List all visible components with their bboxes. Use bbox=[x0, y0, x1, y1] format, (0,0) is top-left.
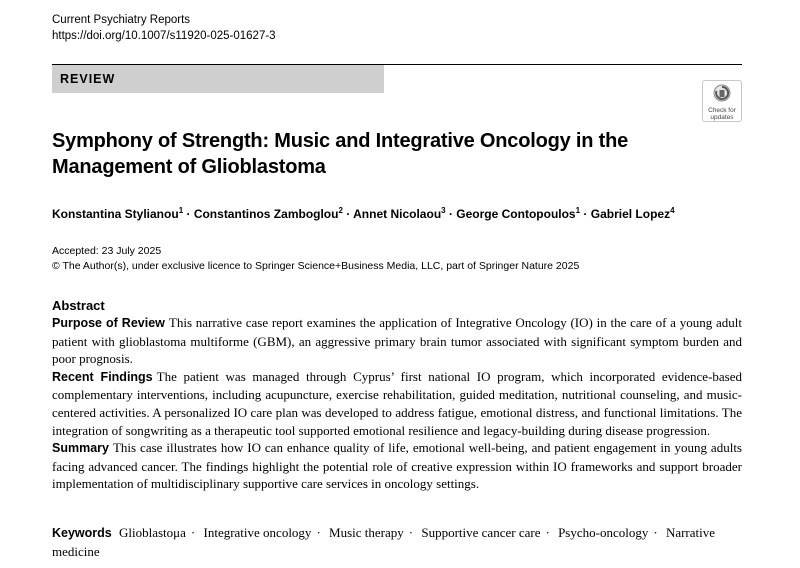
doi-link[interactable]: https://doi.org/10.1007/s11920-025-01627-3 bbox=[52, 30, 276, 42]
keyword: Music therapy bbox=[329, 525, 404, 540]
author-name[interactable]: Annet Nicolaou bbox=[353, 207, 442, 221]
author-separator: · bbox=[342, 207, 354, 221]
summary-text: This case illustrates how IO can enhance quality of life, emotional well-being, and patient engagement in young adults facing advanced cancer. The findings highlight the potential role of creative expression within IO frameworks and support broader implementation of multidisciplinary supportive care services in oncology settings. bbox=[52, 440, 742, 492]
abstract-heading: Abstract bbox=[52, 298, 105, 313]
keyword: Narrative medicine bbox=[52, 525, 716, 559]
purpose-label: Purpose of Review bbox=[52, 316, 165, 330]
abstract-summary bbox=[52, 439, 742, 493]
author-affiliation: 3 bbox=[441, 206, 446, 215]
author-affiliation: 1 bbox=[178, 206, 184, 215]
abstract-section bbox=[52, 297, 742, 493]
findings-text: The patient was managed through Cyprus’ first national IO program, which incorporated evidence-based complementary interventions, including acupuncture, exercise rehabilitation, guided meditation, nutritional counseling, and music-centered activities. A personalized IO care plan was developed to address fatigue, emotional distress, and functional limitations. The integration of songwriting as a therapeutic tool supported emotional resilience and legacy-building during disease progression. bbox=[52, 368, 742, 438]
keyword: Supportive cancer care bbox=[421, 525, 541, 540]
author-name[interactable]: Gabriel Lopez bbox=[590, 207, 671, 221]
author-list bbox=[52, 203, 675, 222]
keyword-separator: · bbox=[653, 525, 658, 540]
author-name[interactable]: Konstantina Stylianou bbox=[52, 207, 179, 221]
author-affiliation: 1 bbox=[575, 206, 581, 215]
copyright-notice: © The Author(s), under exclusive licence to Springer Science+Business Media, LLC, part of Springer Nature 2025 bbox=[52, 260, 580, 272]
section-label: REVIEW bbox=[52, 65, 384, 93]
findings-label: Recent Findings bbox=[52, 369, 153, 384]
check-updates-icon bbox=[713, 84, 731, 102]
keyword-separator: · bbox=[190, 525, 196, 540]
abstract-purpose bbox=[52, 314, 742, 368]
check-for-updates-button[interactable] bbox=[702, 80, 742, 122]
author-separator: · bbox=[183, 207, 194, 221]
keyword: Integrative oncology bbox=[203, 525, 312, 540]
purpose-text: This narrative case report examines the application of Integrative Oncology (IO) in the care of a young adult patient with glioblastoma multiforme (GBM), an aggressive primary brain tumor associated with significant symptom burden and poor prognosis. bbox=[52, 315, 742, 367]
summary-label: Summary bbox=[52, 441, 109, 456]
keywords-label: Keywords bbox=[52, 526, 112, 540]
keyword-separator: · bbox=[545, 525, 550, 540]
author-separator: · bbox=[580, 207, 591, 221]
abstract-findings bbox=[52, 368, 742, 439]
keyword: Glioblastoμa bbox=[119, 525, 186, 540]
author-name[interactable]: George Contopoulos bbox=[456, 207, 576, 221]
journal-header bbox=[52, 12, 276, 44]
author-separator: · bbox=[445, 207, 457, 221]
accepted-date: Accepted: 23 July 2025 bbox=[52, 245, 162, 257]
author-affiliation: 2 bbox=[338, 206, 343, 215]
publication-meta bbox=[52, 244, 579, 274]
author-name[interactable]: Constantinos Zamboglou bbox=[193, 207, 339, 221]
keyword: Psycho-oncology bbox=[558, 525, 649, 540]
keyword-separator: · bbox=[316, 525, 321, 540]
article-title: Symphony of Strength: Music and Integrative Oncology in the Management of Glioblastoma bbox=[52, 130, 629, 178]
keyword-separator: · bbox=[408, 525, 414, 540]
author-affiliation: 4 bbox=[670, 206, 675, 215]
check-updates-line1: Check for bbox=[708, 107, 736, 114]
keywords-section bbox=[52, 524, 742, 560]
check-updates-line2: updates bbox=[710, 114, 734, 121]
journal-name: Current Psychiatry Reports bbox=[52, 14, 191, 26]
